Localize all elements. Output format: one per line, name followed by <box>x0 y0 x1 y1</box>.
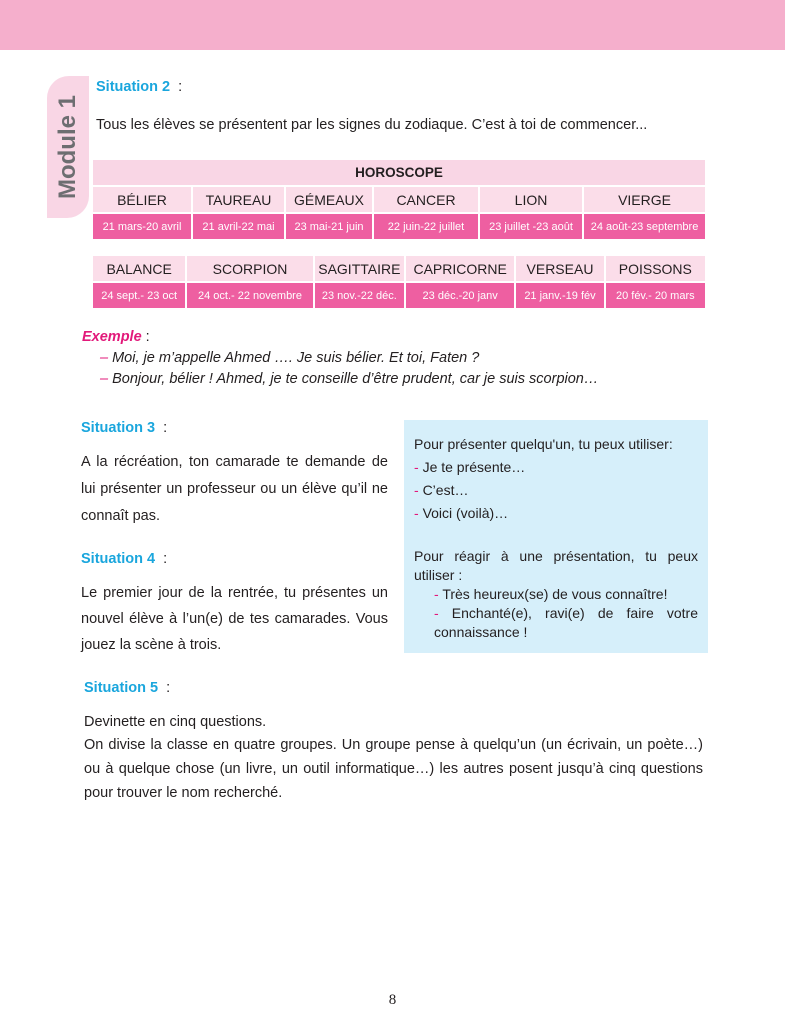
situation-5-line2: On divise la classe en quatre groupes. Un groupe pense à quelqu’un (un écrivain, un poète…) ou à quelque chose (un livre, un outil informatique…) les autres posent jusqu’à cinq questions pour trouver le nom recherché. <box>84 737 703 801</box>
situation-5-title: Situation 5 : <box>84 680 171 696</box>
info-box: Pour présenter quelqu'un, tu peux utiliser: - Je te présente… - C’est… - Voici (voilà)… Pour réagir à une présentation, tu peux utiliser : - Très heureux(se) de vous connaître! - Enchanté(e), ravi(e) de faire votre connaissance ! <box>404 420 708 653</box>
sign-name: GÉMEAUX <box>286 187 372 212</box>
situation-2-title: Situation 2 : <box>96 79 183 95</box>
sign-dates: 22 juin-22 juillet <box>374 214 478 239</box>
sign-name: SAGITTAIRE <box>315 256 404 281</box>
situation-4-text: Le premier jour de la rentrée, tu présentes un nouvel élève à l’un(e) de tes camarades. Vous jouez la scène à trois. <box>81 585 388 653</box>
sign-dates: 23 nov.-22 déc. <box>315 283 404 308</box>
sign-name: CAPRICORNE <box>406 256 514 281</box>
example-line: Moi, je m’appelle Ahmed …. Je suis bélier. Et toi, Faten ? <box>112 350 480 366</box>
example-line: Bonjour, bélier ! Ahmed, je te conseille d’être prudent, car je suis scorpion… <box>112 371 599 387</box>
sign-name: BALANCE <box>93 256 185 281</box>
box-item: Très heureux(se) de vous connaître! <box>442 586 668 602</box>
module-label: Module 1 <box>54 94 81 200</box>
situation-4-title: Situation 4 : <box>81 551 168 567</box>
situation-3-text: A la récréation, ton camarade te demande de lui présenter un professeur ou un élève qu’il ne connaît pas. <box>81 454 388 524</box>
box-item: Voici (voilà)… <box>422 505 509 521</box>
module-tab <box>47 76 89 218</box>
sign-name: POISSONS <box>606 256 705 281</box>
sign-dates: 24 sept.- 23 oct <box>93 283 185 308</box>
box-intro: Pour présenter quelqu'un, tu peux utiliser: <box>414 436 673 452</box>
sign-name: VIERGE <box>584 187 705 212</box>
sign-dates: 23 déc.-20 janv <box>406 283 514 308</box>
situation-5-line1: Devinette en cinq questions. <box>84 714 267 730</box>
sign-dates: 21 avril-22 mai <box>193 214 284 239</box>
sign-dates: 21 janv.-19 fév <box>516 283 603 308</box>
sign-name: BÉLIER <box>93 187 191 212</box>
box-item: Je te présente… <box>422 459 526 475</box>
header-band <box>0 0 785 50</box>
box-intro: Pour réagir à une présentation, tu peux utiliser : <box>414 548 698 583</box>
sign-dates: 20 fév.- 20 mars <box>606 283 705 308</box>
horoscope-title: HOROSCOPE <box>93 160 705 185</box>
example-label: Exemple <box>82 329 142 345</box>
box-item: C’est… <box>422 482 469 498</box>
sign-name: VERSEAU <box>516 256 603 281</box>
situation-2-text: Tous les élèves se présentent par les signes du zodiaque. C’est à toi de commencer... <box>96 117 648 133</box>
situation-3-title: Situation 3 : <box>81 420 168 436</box>
sign-name: CANCER <box>374 187 478 212</box>
horoscope-table-2 <box>91 254 707 310</box>
sign-name: SCORPION <box>187 256 312 281</box>
sign-dates: 21 mars-20 avril <box>93 214 191 239</box>
page-number: 8 <box>388 992 397 1008</box>
sign-dates: 23 mai-21 juin <box>286 214 372 239</box>
sign-name: TAUREAU <box>193 187 284 212</box>
sign-name: LION <box>480 187 582 212</box>
horoscope-table-1 <box>91 158 707 241</box>
sign-dates: 24 août-23 septembre <box>584 214 705 239</box>
example-block: Exemple : – Moi, je m’appelle Ahmed …. Je suis bélier. Et toi, Faten ? – Bonjour, bélier ! Ahmed, je te conseille d’être prudent, car je suis scorpion… <box>82 329 599 387</box>
sign-dates: 24 oct.- 22 novembre <box>187 283 312 308</box>
sign-dates: 23 juillet -23 août <box>480 214 582 239</box>
box-item: Enchanté(e), ravi(e) de faire votre connaissance ! <box>434 605 698 640</box>
